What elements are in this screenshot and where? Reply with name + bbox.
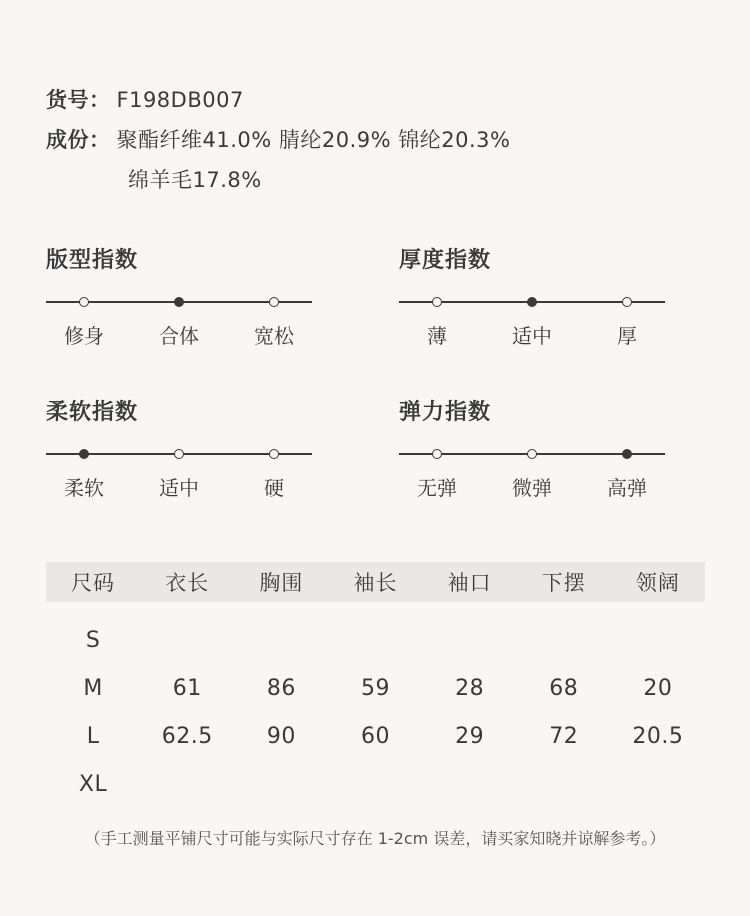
elasticity-scale [399, 444, 665, 464]
table-cell [517, 760, 611, 808]
table-cell [517, 602, 611, 664]
header-sleeve-length: 袖长 [328, 562, 422, 602]
softness-scale [46, 444, 312, 464]
scale-dot [432, 297, 442, 307]
size-table [46, 562, 705, 808]
item-number-label: 货号： [46, 88, 111, 112]
fit-indicator-title: 版型指数 [46, 248, 139, 273]
table-cell: M [83, 675, 103, 701]
scale-label: 无弹 [417, 476, 457, 500]
composition-row [46, 124, 511, 154]
scale-label: 微弹 [512, 476, 552, 500]
scale-dot-active [79, 449, 89, 459]
table-cell [611, 602, 705, 664]
scale-label: 宽松 [254, 324, 294, 348]
scale-dot [432, 449, 442, 459]
scale-dot [269, 297, 279, 307]
composition-row-2 [128, 164, 262, 194]
table-cell: 72 [549, 723, 579, 749]
scale-dot [79, 297, 89, 307]
scale-dot [174, 449, 184, 459]
table-cell: 86 [266, 675, 296, 701]
table-cell: S [85, 627, 101, 653]
header-collar-width: 领阔 [611, 562, 705, 602]
table-cell: 20 [643, 675, 673, 701]
header-chest: 胸围 [234, 562, 328, 602]
scale-label: 适中 [159, 476, 199, 500]
table-cell [423, 602, 517, 664]
header-cuff: 袖口 [423, 562, 517, 602]
softness-indicator [46, 395, 312, 498]
scale-label: 硬 [264, 476, 284, 500]
scale-dot-active [527, 297, 537, 307]
elasticity-indicator [399, 395, 665, 498]
table-cell: 20.5 [632, 723, 684, 749]
scale-label: 修身 [64, 324, 104, 348]
scale-dot [527, 449, 537, 459]
scale-dot-active [622, 449, 632, 459]
scale-label: 适中 [512, 324, 552, 348]
item-number-row [46, 84, 244, 114]
table-row [46, 602, 705, 664]
thickness-indicator-title: 厚度指数 [399, 248, 492, 273]
table-cell [140, 602, 234, 664]
table-cell [234, 602, 328, 664]
table-cell [423, 760, 517, 808]
table-cell: 60 [360, 723, 390, 749]
scale-label: 柔软 [64, 476, 104, 500]
fit-indicator [46, 243, 312, 346]
measurement-footnote: （手工测量平铺尺寸可能与实际尺寸存在 1-2cm 误差，请买家知晓并谅解参考。） [84, 829, 666, 848]
elasticity-indicator-title: 弹力指数 [399, 400, 492, 425]
thickness-indicator [399, 243, 665, 346]
composition-line-1: 聚酯纤维41.0% 腈纶20.9% 锦纶20.3% [116, 128, 511, 152]
scale-label: 合体 [159, 324, 199, 348]
size-table-header-row [46, 562, 705, 602]
table-cell: 61 [172, 675, 202, 701]
table-cell [611, 760, 705, 808]
fit-scale-labels [46, 320, 312, 346]
scale-dot [622, 297, 632, 307]
scale-label: 薄 [427, 324, 447, 348]
table-row [46, 712, 705, 760]
table-cell: 90 [266, 723, 296, 749]
header-hem: 下摆 [517, 562, 611, 602]
table-cell [140, 760, 234, 808]
table-cell: 59 [360, 675, 390, 701]
scale-label: 高弹 [607, 476, 647, 500]
elasticity-scale-labels [399, 472, 665, 498]
fit-scale [46, 292, 312, 312]
table-cell [328, 602, 422, 664]
table-cell: L [86, 723, 100, 749]
item-number-value: F198DB007 [116, 88, 244, 112]
thickness-scale [399, 292, 665, 312]
softness-indicator-title: 柔软指数 [46, 400, 139, 425]
thickness-scale-labels [399, 320, 665, 346]
softness-scale-labels [46, 472, 312, 498]
composition-label: 成份： [46, 128, 111, 152]
composition-line-2: 绵羊毛17.8% [128, 168, 262, 192]
table-cell: 68 [549, 675, 579, 701]
table-cell: 28 [455, 675, 485, 701]
scale-dot [269, 449, 279, 459]
scale-label: 厚 [617, 324, 637, 348]
header-length: 衣长 [140, 562, 234, 602]
scale-dot-active [174, 297, 184, 307]
table-row [46, 664, 705, 712]
table-cell [234, 760, 328, 808]
table-cell: XL [78, 771, 108, 797]
table-cell: 62.5 [161, 723, 213, 749]
header-size: 尺码 [46, 562, 140, 602]
table-cell [328, 760, 422, 808]
table-row [46, 760, 705, 808]
table-cell: 29 [455, 723, 485, 749]
